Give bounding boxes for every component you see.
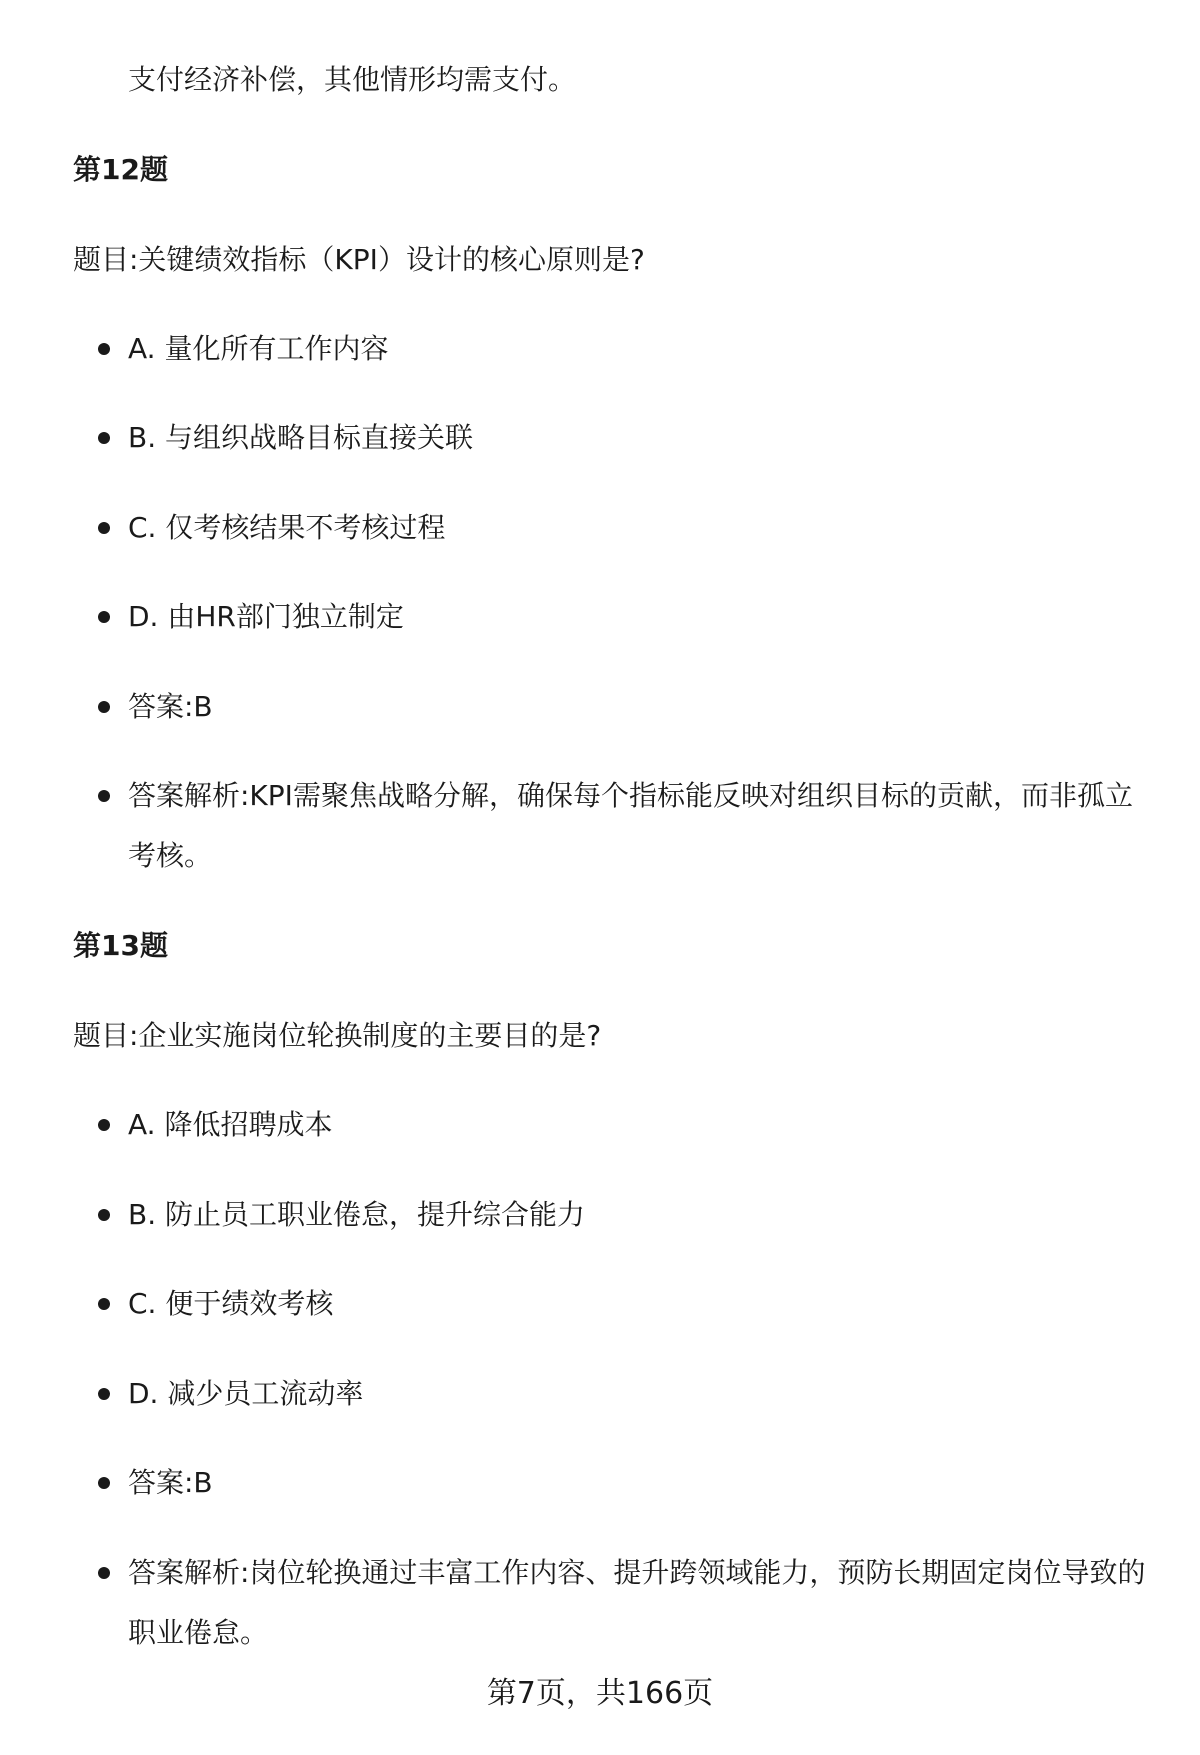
option-text: D. 由HR部门独立制定	[128, 600, 404, 633]
bullet-icon	[98, 1209, 110, 1221]
option-text: A. 量化所有工作内容	[128, 332, 389, 365]
bullet-icon	[98, 1477, 110, 1489]
bullet-icon	[98, 1298, 110, 1310]
option-text: B. 与组织战略目标直接关联	[128, 421, 474, 454]
bullet-icon	[98, 1567, 110, 1579]
question-text: 题目:企业实施岗位轮换制度的主要目的是?	[73, 1019, 602, 1052]
option-text: B. 防止员工职业倦怠，提升综合能力	[128, 1198, 586, 1231]
bullet-icon	[98, 701, 110, 713]
bullet-icon	[98, 432, 110, 444]
option-text: A. 降低招聘成本	[128, 1108, 333, 1141]
bullet-icon	[98, 611, 110, 623]
explanation-text: 答案解析:岗位轮换通过丰富工作内容、提升跨领域能力，预防长期固定岗位导致的职业倦怠。	[128, 1556, 1146, 1649]
bullet-icon	[98, 1119, 110, 1131]
answer-text: 答案:B	[128, 1466, 213, 1499]
question-heading: 第12题	[73, 153, 168, 186]
question-heading: 第13题	[73, 929, 168, 962]
bullet-icon	[98, 522, 110, 534]
bullet-icon	[98, 790, 110, 802]
option-text: C. 便于绩效考核	[128, 1287, 334, 1320]
bullet-icon	[98, 1388, 110, 1400]
question-text: 题目:关键绩效指标（KPI）设计的核心原则是?	[73, 243, 645, 276]
option-text: D. 减少员工流动率	[128, 1377, 364, 1410]
continuation-text: 支付经济补偿，其他情形均需支付。	[128, 63, 577, 96]
explanation-text: 答案解析:KPI需聚焦战略分解，确保每个指标能反映对组织目标的贡献，而非孤立考核。	[128, 779, 1133, 872]
page-footer: 第7页，共166页	[486, 1676, 714, 1711]
bullet-icon	[98, 343, 110, 355]
option-text: C. 仅考核结果不考核过程	[128, 511, 446, 544]
answer-text: 答案:B	[128, 690, 213, 723]
